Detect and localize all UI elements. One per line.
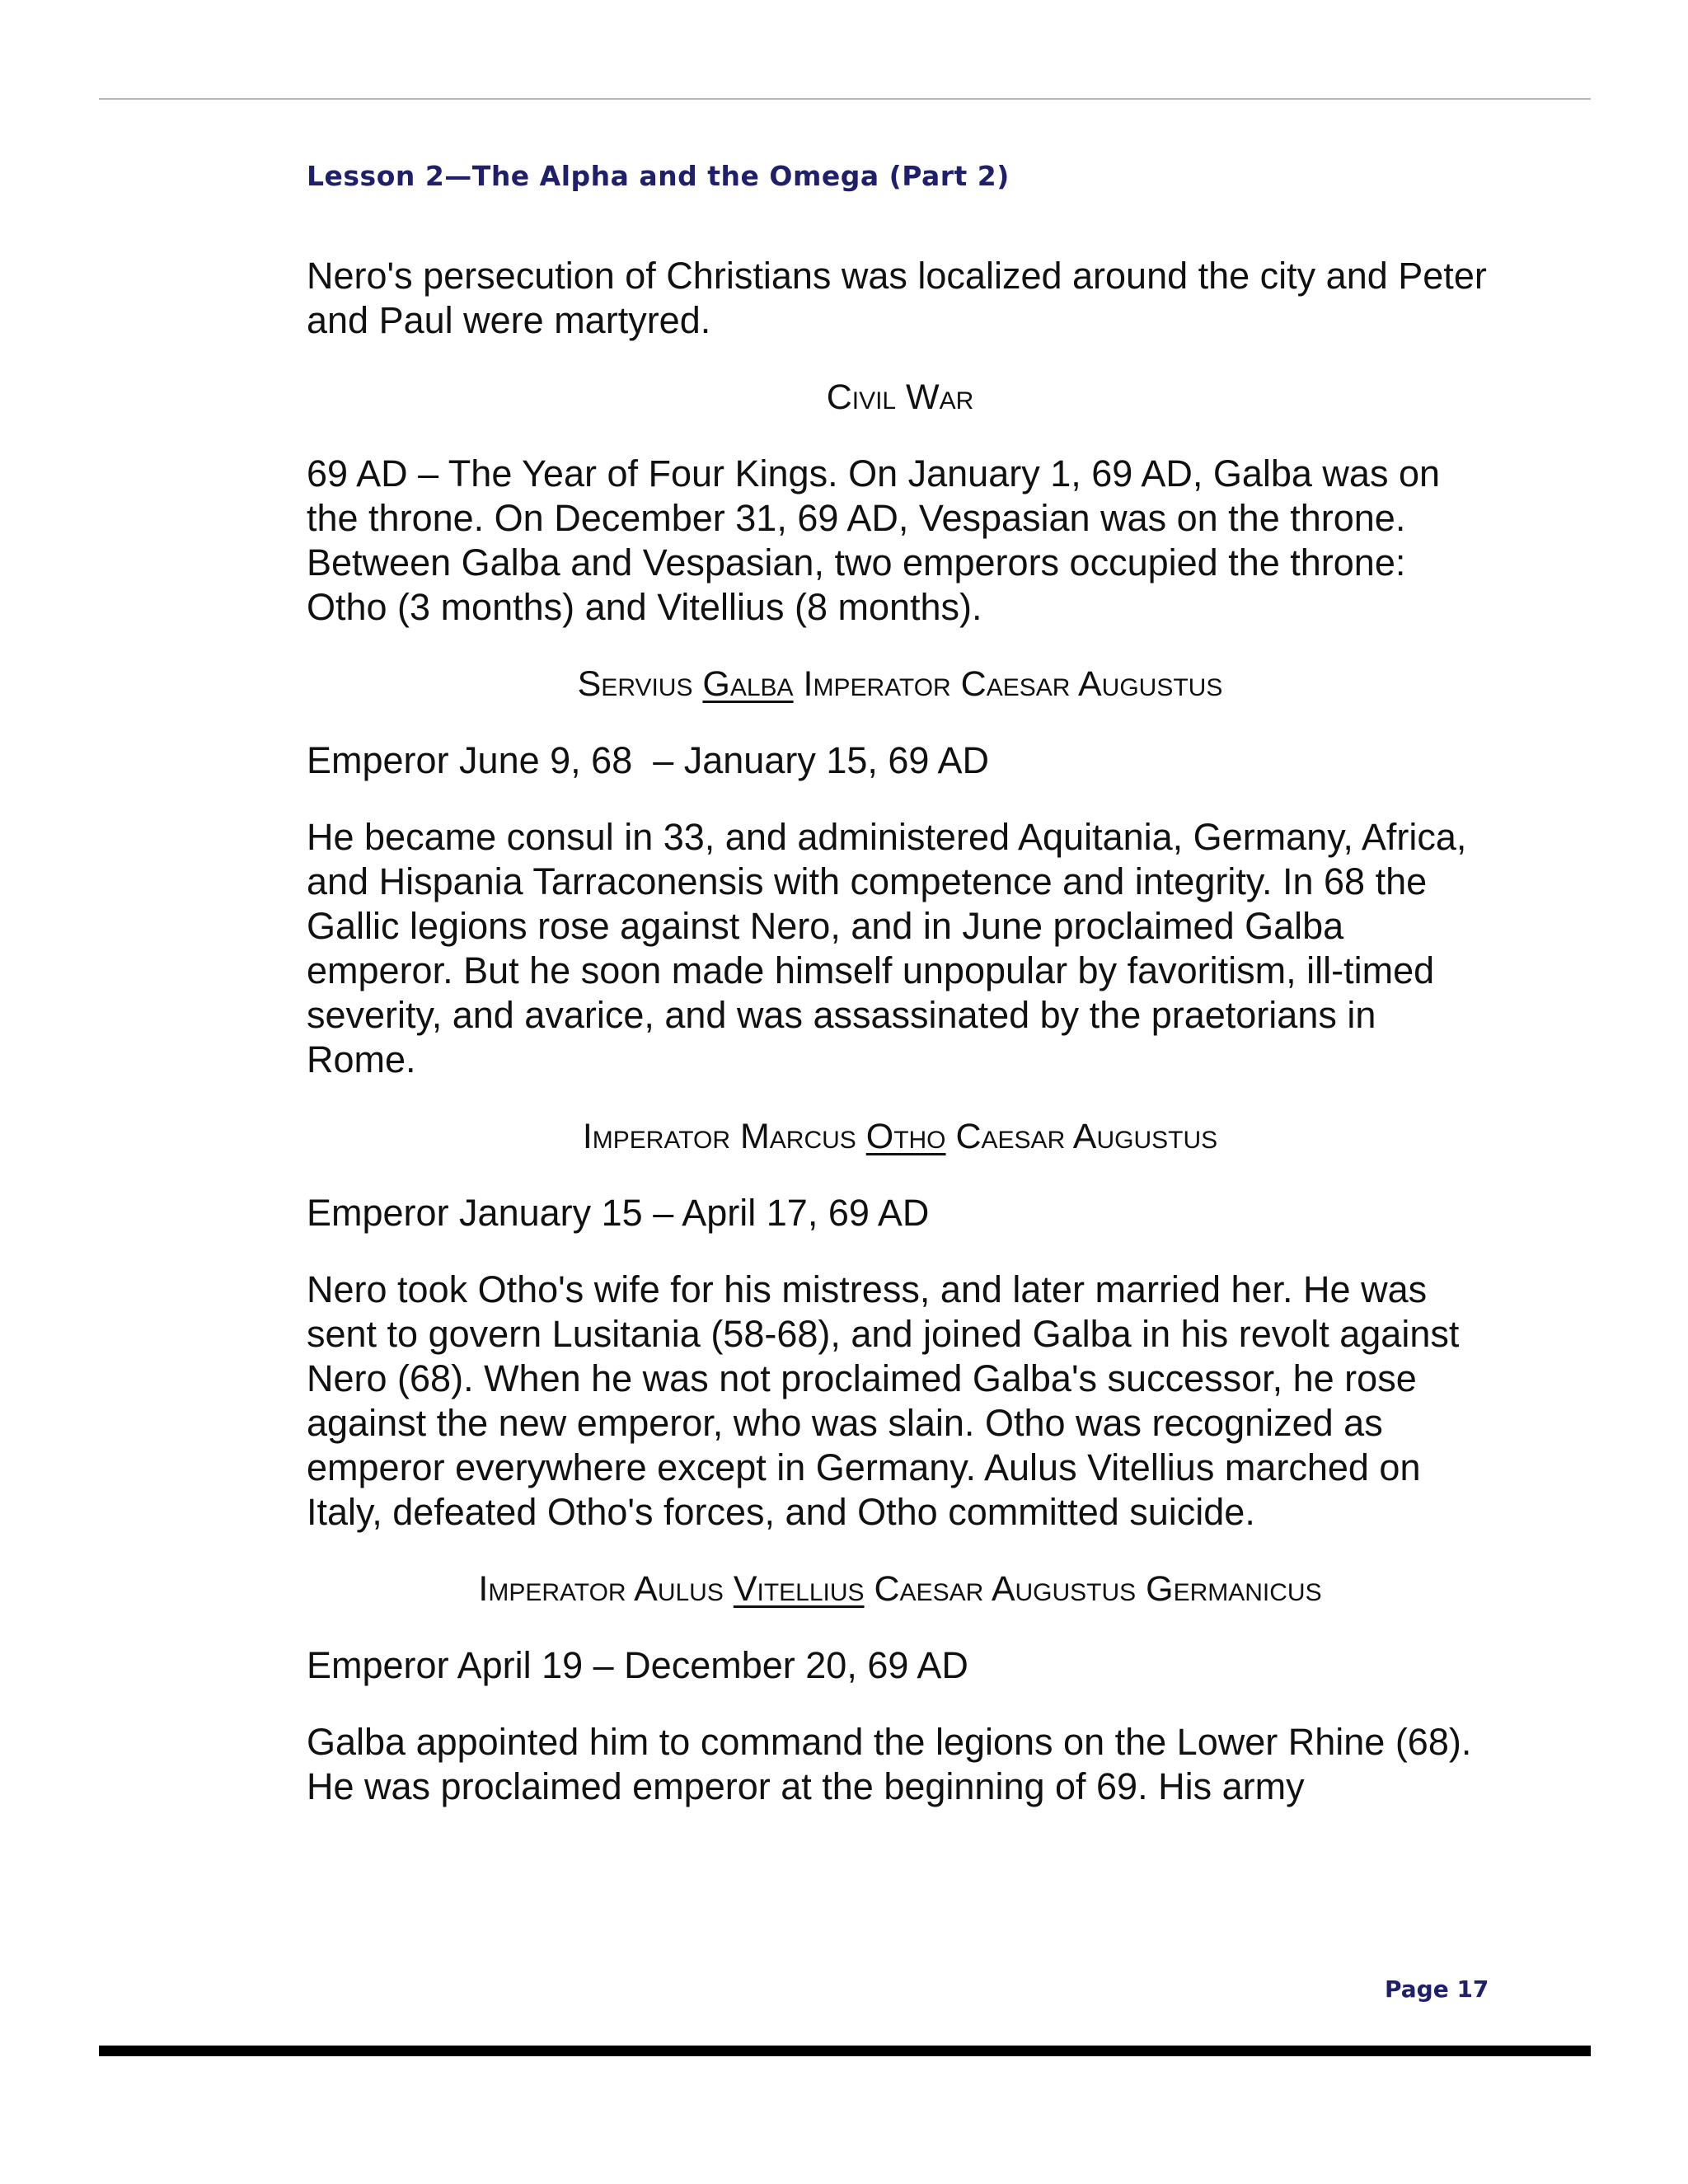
otho-bio: Nero took Otho's wife for his mistress, and later married her. He was sent to govern Lusitania (58-68), and joined Galba in his revolt against Nero (68). When he was not proclaimed Galba's successor, he rose against the new emperor, who was slain. Otho was recognized as emperor everywhere except in Germany. Aulus Vitellius marched on Italy, defeated Otho's forces, and Otho committed suicide. <box>307 1268 1460 1533</box>
heading-galba-prefix: Servius <box>577 664 703 704</box>
heading-otho-prefix: Imperator Marcus <box>582 1117 866 1156</box>
section-heading-civil-war: Civil War <box>826 377 974 417</box>
bottom-divider <box>99 2046 1591 2056</box>
intro-paragraph: Nero's persecution of Christians was localized around the city and Peter and Paul were martyred. <box>307 255 1487 341</box>
heading-galba <box>307 662 1493 706</box>
page-number: Page 17 <box>1385 1975 1489 2003</box>
galba-reign: Emperor June 9, 68 – January 15, 69 AD <box>307 739 989 781</box>
heading-vitellius <box>307 1567 1493 1611</box>
top-divider <box>99 98 1591 100</box>
vitellius-reign: Emperor April 19 – December 20, 69 AD <box>307 1644 968 1686</box>
heading-galba-name: Galba <box>702 664 794 704</box>
heading-otho-suffix: Caesar Augustus <box>945 1117 1218 1156</box>
heading-vitellius-name: Vitellius <box>733 1569 865 1609</box>
heading-otho <box>307 1114 1493 1159</box>
page-body <box>307 254 1493 1841</box>
vitellius-bio: Galba appointed him to command the legions on the Lower Rhine (68). He was proclaimed emperor at the beginning of 69. His army <box>307 1721 1472 1807</box>
running-header: Lesson 2—The Alpha and the Omega (Part 2) <box>307 160 1010 192</box>
heading-vitellius-prefix: Imperator Aulus <box>478 1569 734 1609</box>
year-of-four-kings-paragraph: 69 AD – The Year of Four Kings. On January 1, 69 AD, Galba was on the throne. On December 31, 69 AD, Vespasian was on the throne. Between Galba and Vespasian, two emperors occupied the throne: Otho (3 months) and Vitellius (8 months). <box>307 452 1441 628</box>
heading-otho-name: Otho <box>865 1117 946 1156</box>
heading-vitellius-suffix: Caesar Augustus Germanicus <box>864 1569 1322 1609</box>
galba-bio: He became consul in 33, and administered Aquitania, Germany, Africa, and Hispania Tarraconensis with competence and integrity. In 68 the Gallic legions rose against Nero, and in June proclaimed Galba emperor. But he soon made himself unpopular by favoritism, ill-timed severity, and avarice, and was assassinated by the praetorians in Rome. <box>307 816 1467 1080</box>
heading-galba-suffix: Imperator Caesar Augustus <box>793 664 1223 704</box>
otho-reign: Emperor January 15 – April 17, 69 AD <box>307 1192 930 1234</box>
